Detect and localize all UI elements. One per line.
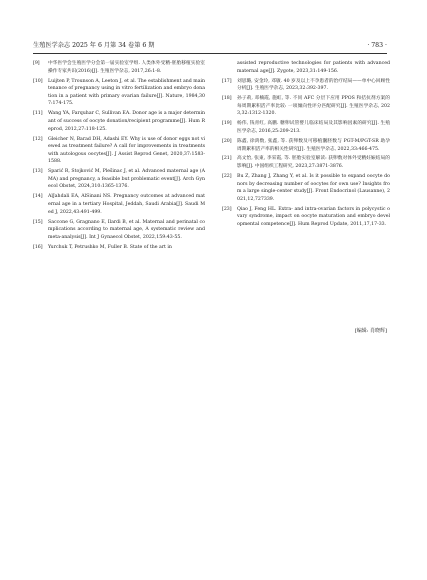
reference-item bbox=[33, 60, 205, 75]
journal-issue: 生殖医学杂志 2025 年 6 月第 34 卷第 6 期 bbox=[33, 42, 155, 49]
reference-text: 杨伟, 钱青红, 高鹏. 糖卵试管婴儿临床结局及其影响因素的研究[J]. 生殖医学杂志, 2016,25:209-213. bbox=[237, 121, 390, 134]
reference-text: 刘思璐, 安金玲, 邓敏. 40 岁及以上不孕患者的治疗结局——单中心回顾性分析[J]. 生殖医学杂志, 2023,32:392-397. bbox=[237, 78, 390, 92]
reference-number: [12] bbox=[33, 136, 43, 142]
reference-text: Bu Z, Zhang J, Zhang Y, et al. Is it possible to expand oocyte donors by decreasing number of oocytes for own use? Insights from a large single-center study[J]. Front Endocrinol (Lausanne), 2021,12,727339. bbox=[237, 174, 390, 202]
reference-item bbox=[33, 136, 205, 166]
reference-text: 陈鑫, 徐鸿数, 张鑫, 等. 获卵数及可移植囊胚数与 PGT-M/PGT-SR 助孕周期累积活产率的相关性研究[J]. 生殖医学杂志, 2022,33:466-475. bbox=[237, 138, 390, 152]
reference-item bbox=[33, 168, 205, 191]
reference-text: Qiao J, Feng HL. Extra- and intra-ovarian factors in polycystic ovary syndrome, impact on oocyte maturation and embryo developmental competence[J]. Hum Reprod Update, 2011,17,17-33. bbox=[237, 206, 390, 228]
reference-number: [13] bbox=[33, 169, 43, 175]
references-left-column bbox=[33, 60, 205, 254]
reference-item bbox=[222, 120, 390, 135]
reference-text: 孙子莉, 邓楠霞, 施虹, 等. 不同 AFC 分层下应用 PPOS 和拮抗剂方案的每周期累积活产率比较: 一项倾向性评分匹配研究[J]. 生殖医学杂志, 2023,32:1312-1320. bbox=[237, 96, 390, 117]
page-number: · 783 · bbox=[367, 42, 387, 49]
reference-text: 中华医学会生殖医学分会第一届实验室学组. 人类体外受精-胚胎移植实验室操作专家共识(2016)[J]. 生殖医学杂志, 2017,26:1-8. bbox=[48, 61, 205, 74]
reference-item bbox=[222, 173, 390, 203]
reference-item bbox=[222, 60, 390, 75]
reference-number: [9] bbox=[33, 61, 40, 66]
reference-item bbox=[222, 78, 390, 93]
reference-text: Luijten P, Trounson A, Leeton J, et al. The establishment and maintenance of pregnancy using in vitro fertilization and embryo donation in a patient with primary ovarian failure[J]. Nature, 1984,307:174-175. bbox=[48, 78, 206, 107]
reference-item bbox=[33, 219, 205, 242]
reference-text: 高文怡, 张東, 李采霞, 等. 胚胎实验室解读: 获卵数对体外受精妊娠结局的影响[J]. 中国组织工程研究, 2023,27:3871-3876. bbox=[237, 156, 390, 170]
reference-item bbox=[33, 110, 205, 133]
reference-number: [16] bbox=[33, 244, 43, 250]
running-header bbox=[33, 40, 387, 52]
reference-number: [23] bbox=[222, 206, 232, 212]
reference-item bbox=[33, 78, 205, 108]
reference-item bbox=[222, 138, 390, 153]
reference-item bbox=[33, 244, 205, 252]
reference-text: Sparić R, Stojković M, Plešinac J, et al. Advanced maternal age (AMA) and pregnancy, a feasible but problematic event[J]. Arch Gynecol Obstet, 2024,310:1365-1376. bbox=[48, 169, 205, 190]
reference-number: [10] bbox=[33, 78, 43, 84]
reference-text: Saccone G, Gragnano E, Ilardi B, et al. Maternal and perinatal complications according to maternal age, A systematic review and meta-analysis[J]. Int J Gynaecol Obstet, 2022,159:43-55. bbox=[48, 219, 205, 240]
reference-number: [14] bbox=[33, 194, 43, 200]
header-rule bbox=[33, 53, 387, 54]
reference-number: [18] bbox=[222, 96, 232, 102]
reference-number: [11] bbox=[33, 111, 43, 117]
reference-item bbox=[222, 206, 390, 229]
reference-item bbox=[222, 95, 390, 118]
reference-text: Yurchuk T, Petrushko M, Fuller B. State of the art in bbox=[48, 244, 172, 250]
reference-text: AlJahdali EA, AlSinani NS. Pregnancy outcomes at advanced maternal age in a tertiary Hospital, Jeddah, Saudi Arabia[J]. Saudi Med J, 2022,43:491-499. bbox=[48, 194, 205, 215]
reference-number: [22] bbox=[222, 174, 232, 180]
references-right-column bbox=[222, 60, 390, 231]
reference-number: [20] bbox=[222, 138, 232, 144]
reference-number: [17] bbox=[222, 78, 232, 84]
reference-text: Wang YA, Farquhar C, Sullivan EA. Donor age is a major determinant of success of oocyte donation/recipient programme[J]. Hum Reprod, 2012,27:118-125. bbox=[48, 111, 205, 132]
reference-text: assisted reproductive technologies for patients with advanced maternal age[J]. Zygote, 2023,31:149-156. bbox=[237, 61, 390, 74]
editor-note: [编辑: 肖晓辉] bbox=[354, 328, 387, 334]
reference-number: [21] bbox=[222, 156, 232, 162]
reference-item bbox=[33, 193, 205, 216]
reference-number: [19] bbox=[222, 121, 232, 127]
reference-number: [15] bbox=[33, 219, 43, 225]
reference-text: Gleicher N, Barad DH, Adashi EY. Why is use of donor eggs not viewed as treatment failure? A call for improvements in treatments with autologous oocytes[J]. J Assist Reprod Genet, 2020,37:1583-1588. bbox=[48, 136, 205, 165]
reference-item bbox=[222, 155, 390, 170]
